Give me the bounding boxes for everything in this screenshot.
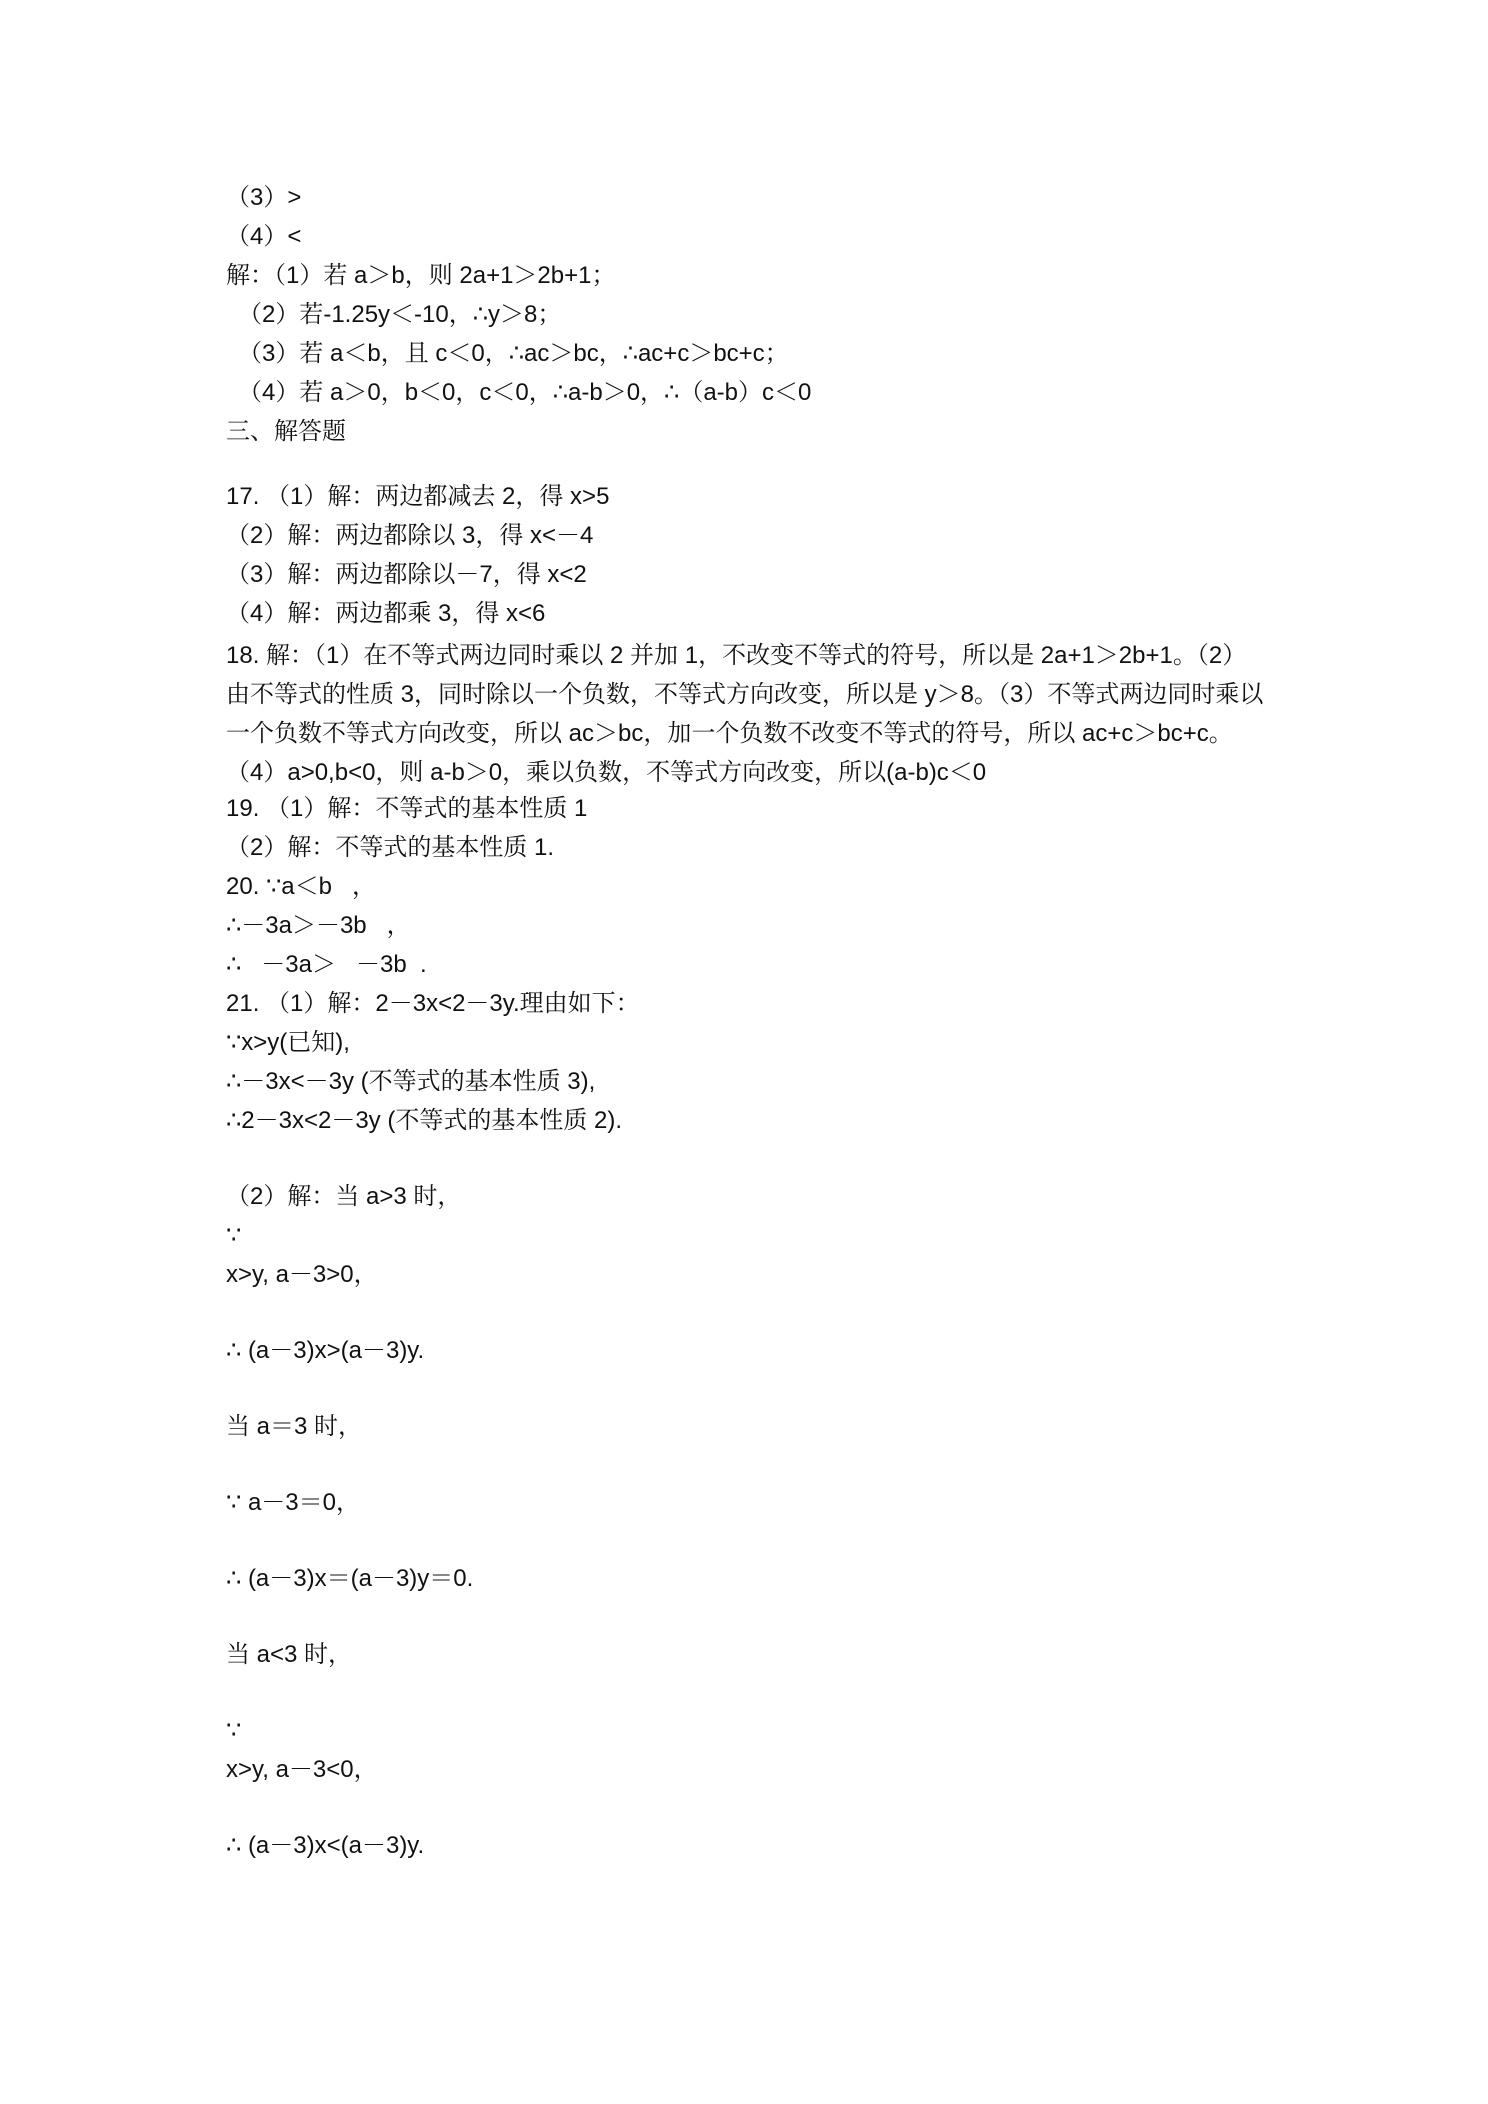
q18-paragraph: 18. 解：（1）在不等式两边同时乘以 2 并加 1，不改变不等式的符号，所以是 2a+1＞2b+1。（2）由不等式的性质 3，同时除以一个负数，不等式方向改变，所以是 y＞8。（3）不等式两边同时乘以一个负数不等式方向改变，所以 ac＞bc，加一个负数不改变不等式的符号，所以 ac+c＞bc+c。（4）a>0,b<0，则 a-b＞0，乘以负数，不等式方向改变，所以(a-b)c＜0 bbox=[226, 642, 1264, 786]
case-3-result: ∴ (a－3)x<(a－3)y. bbox=[226, 1832, 425, 1859]
solution-intro: 解：（1）若 a＞b，则 2a+1＞2b+1； bbox=[226, 262, 616, 289]
q21-reason-3: ∴2－3x<2－3y (不等式的基本性质 2). bbox=[226, 1107, 623, 1134]
q21-part-2: （2）解：当 a>3 时， bbox=[226, 1183, 462, 1210]
q21-reason-1: ∵x>y(已知), bbox=[226, 1029, 350, 1056]
case-2-heading: 当 a＝3 时， bbox=[226, 1413, 363, 1440]
q17-part-4: （4）解：两边都乘 3，得 x<6 bbox=[226, 600, 546, 627]
because-symbol-1: ∵ bbox=[226, 1222, 242, 1249]
q17-part-1: 17. （1）解：两边都减去 2，得 x>5 bbox=[226, 483, 610, 510]
q17-part-2: （2）解：两边都除以 3，得 x<－4 bbox=[226, 522, 594, 549]
answer-line-3: （3）> bbox=[226, 184, 302, 211]
q17-part-3: （3）解：两边都除以－7，得 x<2 bbox=[226, 561, 587, 588]
q21-part-1: 21. （1）解：2－3x<2－3y.理由如下： bbox=[226, 990, 640, 1017]
case-1-result: ∴ (a－3)x>(a－3)y. bbox=[226, 1337, 425, 1364]
section-heading: 三、解答题 bbox=[226, 418, 346, 445]
q20-line-2: ∴－3a＞－3b ， bbox=[226, 912, 411, 939]
case-1-condition: x>y, a－3>0， bbox=[226, 1261, 378, 1288]
solution-part-4: （4）若 a＞0，b＜0，c＜0，∴a-b＞0，∴（a-b）c＜0 bbox=[238, 379, 812, 406]
answer-line-4: （4）< bbox=[226, 223, 302, 250]
q21-reason-2: ∴－3x<－3y (不等式的基本性质 3), bbox=[226, 1068, 596, 1095]
case-3-heading: 当 a<3 时， bbox=[226, 1641, 353, 1668]
case-2-condition: ∵ a－3＝0， bbox=[226, 1489, 360, 1516]
q19-part-2: （2）解：不等式的基本性质 1. bbox=[226, 834, 555, 861]
q20-line-1: 20. ∵a＜b ， bbox=[226, 873, 376, 900]
case-2-result: ∴ (a－3)x＝(a－3)y＝0. bbox=[226, 1565, 474, 1592]
solution-part-2: （2）若-1.25y＜-10，∴y＞8； bbox=[238, 301, 562, 328]
because-symbol-2: ∵ bbox=[226, 1717, 242, 1744]
q20-line-3: ∴ －3a＞ －3b . bbox=[226, 951, 427, 978]
q19-part-1: 19. （1）解：不等式的基本性质 1 bbox=[226, 795, 588, 822]
case-3-condition: x>y, a－3<0， bbox=[226, 1756, 378, 1783]
solution-part-3: （3）若 a＜b，且 c＜0，∴ac＞bc，∴ac+c＞bc+c； bbox=[238, 340, 789, 367]
